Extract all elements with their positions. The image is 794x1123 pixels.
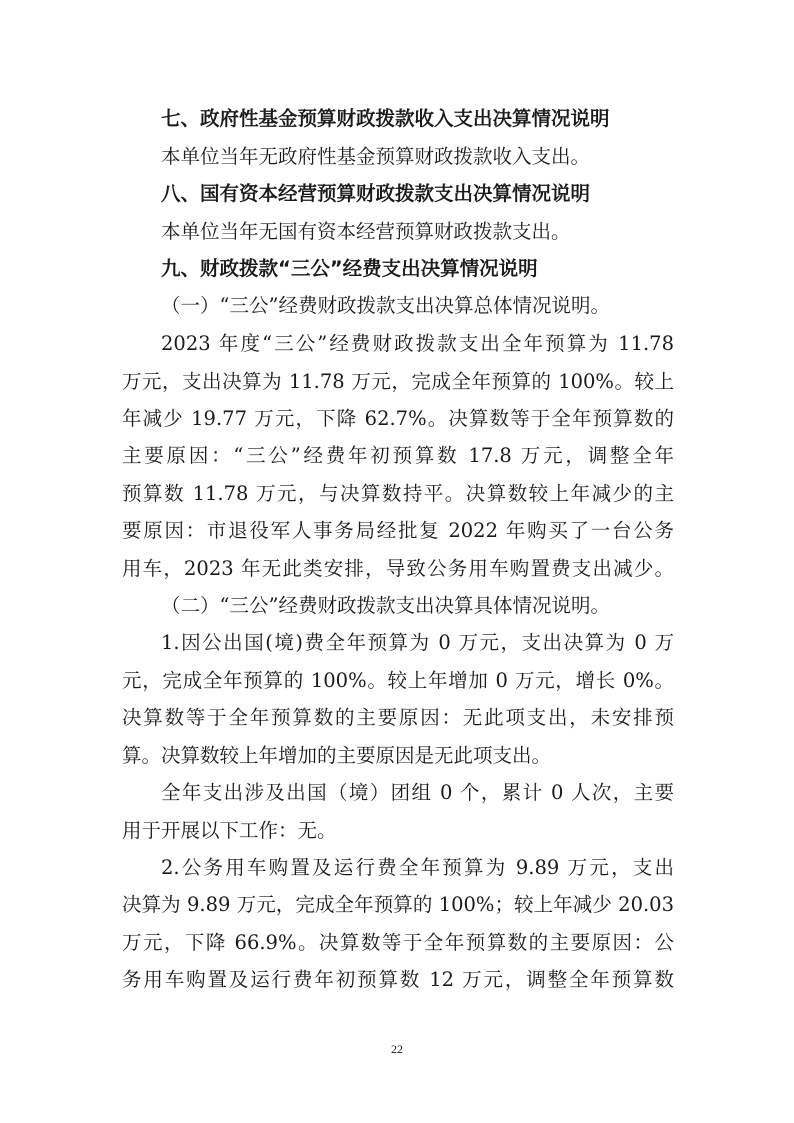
paragraph-line: 2.公务用车购置及运行费全年预算为 9.89 万元，支出 [161,856,674,879]
paragraph-line: 全年支出涉及出国（境）团组 0 个，累计 0 人次，主要 [161,781,674,804]
paragraph-line: 1.因公出国(境)费全年预算为 0 万元，支出决算为 0 万 [161,631,674,654]
section-8-heading: 八、国有资本经营预算财政拨款支出决算情况说明 [161,182,591,205]
page-number: 22 [391,1042,403,1056]
paragraph-line: 算。决算数较上年增加的主要原因是无此项支出。 [122,744,552,767]
paragraph-line: 决算数等于全年预算数的主要原因：无此项支出，未安排预 [122,706,674,729]
subsection-2-title: （二）“三公”经费财政拨款支出决算具体情况说明。 [161,594,610,617]
paragraph-line: 要原因：市退役军人事务局经批复 2022 年购买了一台公务 [122,519,674,542]
paragraph-line: 预算数 11.78 万元，与决算数持平。决算数较上年减少的主 [122,482,674,505]
section-8-body: 本单位当年无国有资本经营预算财政拨款支出。 [161,220,571,243]
paragraph-line: 年减少 19.77 万元，下降 62.7%。决算数等于全年预算数的 [122,407,674,430]
paragraph-line: 万元，支出决算为 11.78 万元，完成全年预算的 100%。较上 [122,370,674,393]
paragraph-line: 决算为 9.89 万元，完成全年预算的 100%；较上年减少 20.03 [122,893,674,916]
subsection-1-title: （一）“三公”经费财政拨款支出决算总体情况说明。 [161,294,610,317]
paragraph-line: 元，完成全年预算的 100%。较上年增加 0 万元，增长 0%。 [122,669,674,692]
paragraph-line: 务用车购置及运行费年初预算数 12 万元，调整全年预算数 [122,968,674,991]
paragraph-line: 2023 年度“三公”经费财政拨款支出全年预算为 11.78 [161,332,674,355]
paragraph-line: 万元，下降 66.9%。决算数等于全年预算数的主要原因：公 [122,931,674,954]
section-7-body: 本单位当年无政府性基金预算财政拨款收入支出。 [161,145,591,168]
paragraph-line: 用车，2023 年无此类安排，导致公务用车购置费支出减少。 [122,557,674,580]
paragraph-line: 主要原因：“三公”经费年初预算数 17.8 万元，调整全年 [122,444,674,467]
section-9-heading: 九、财政拨款“三公”经费支出决算情况说明 [161,257,538,280]
section-7-heading: 七、政府性基金预算财政拨款收入支出决算情况说明 [161,107,610,130]
paragraph-line: 用于开展以下工作：无。 [122,819,337,842]
